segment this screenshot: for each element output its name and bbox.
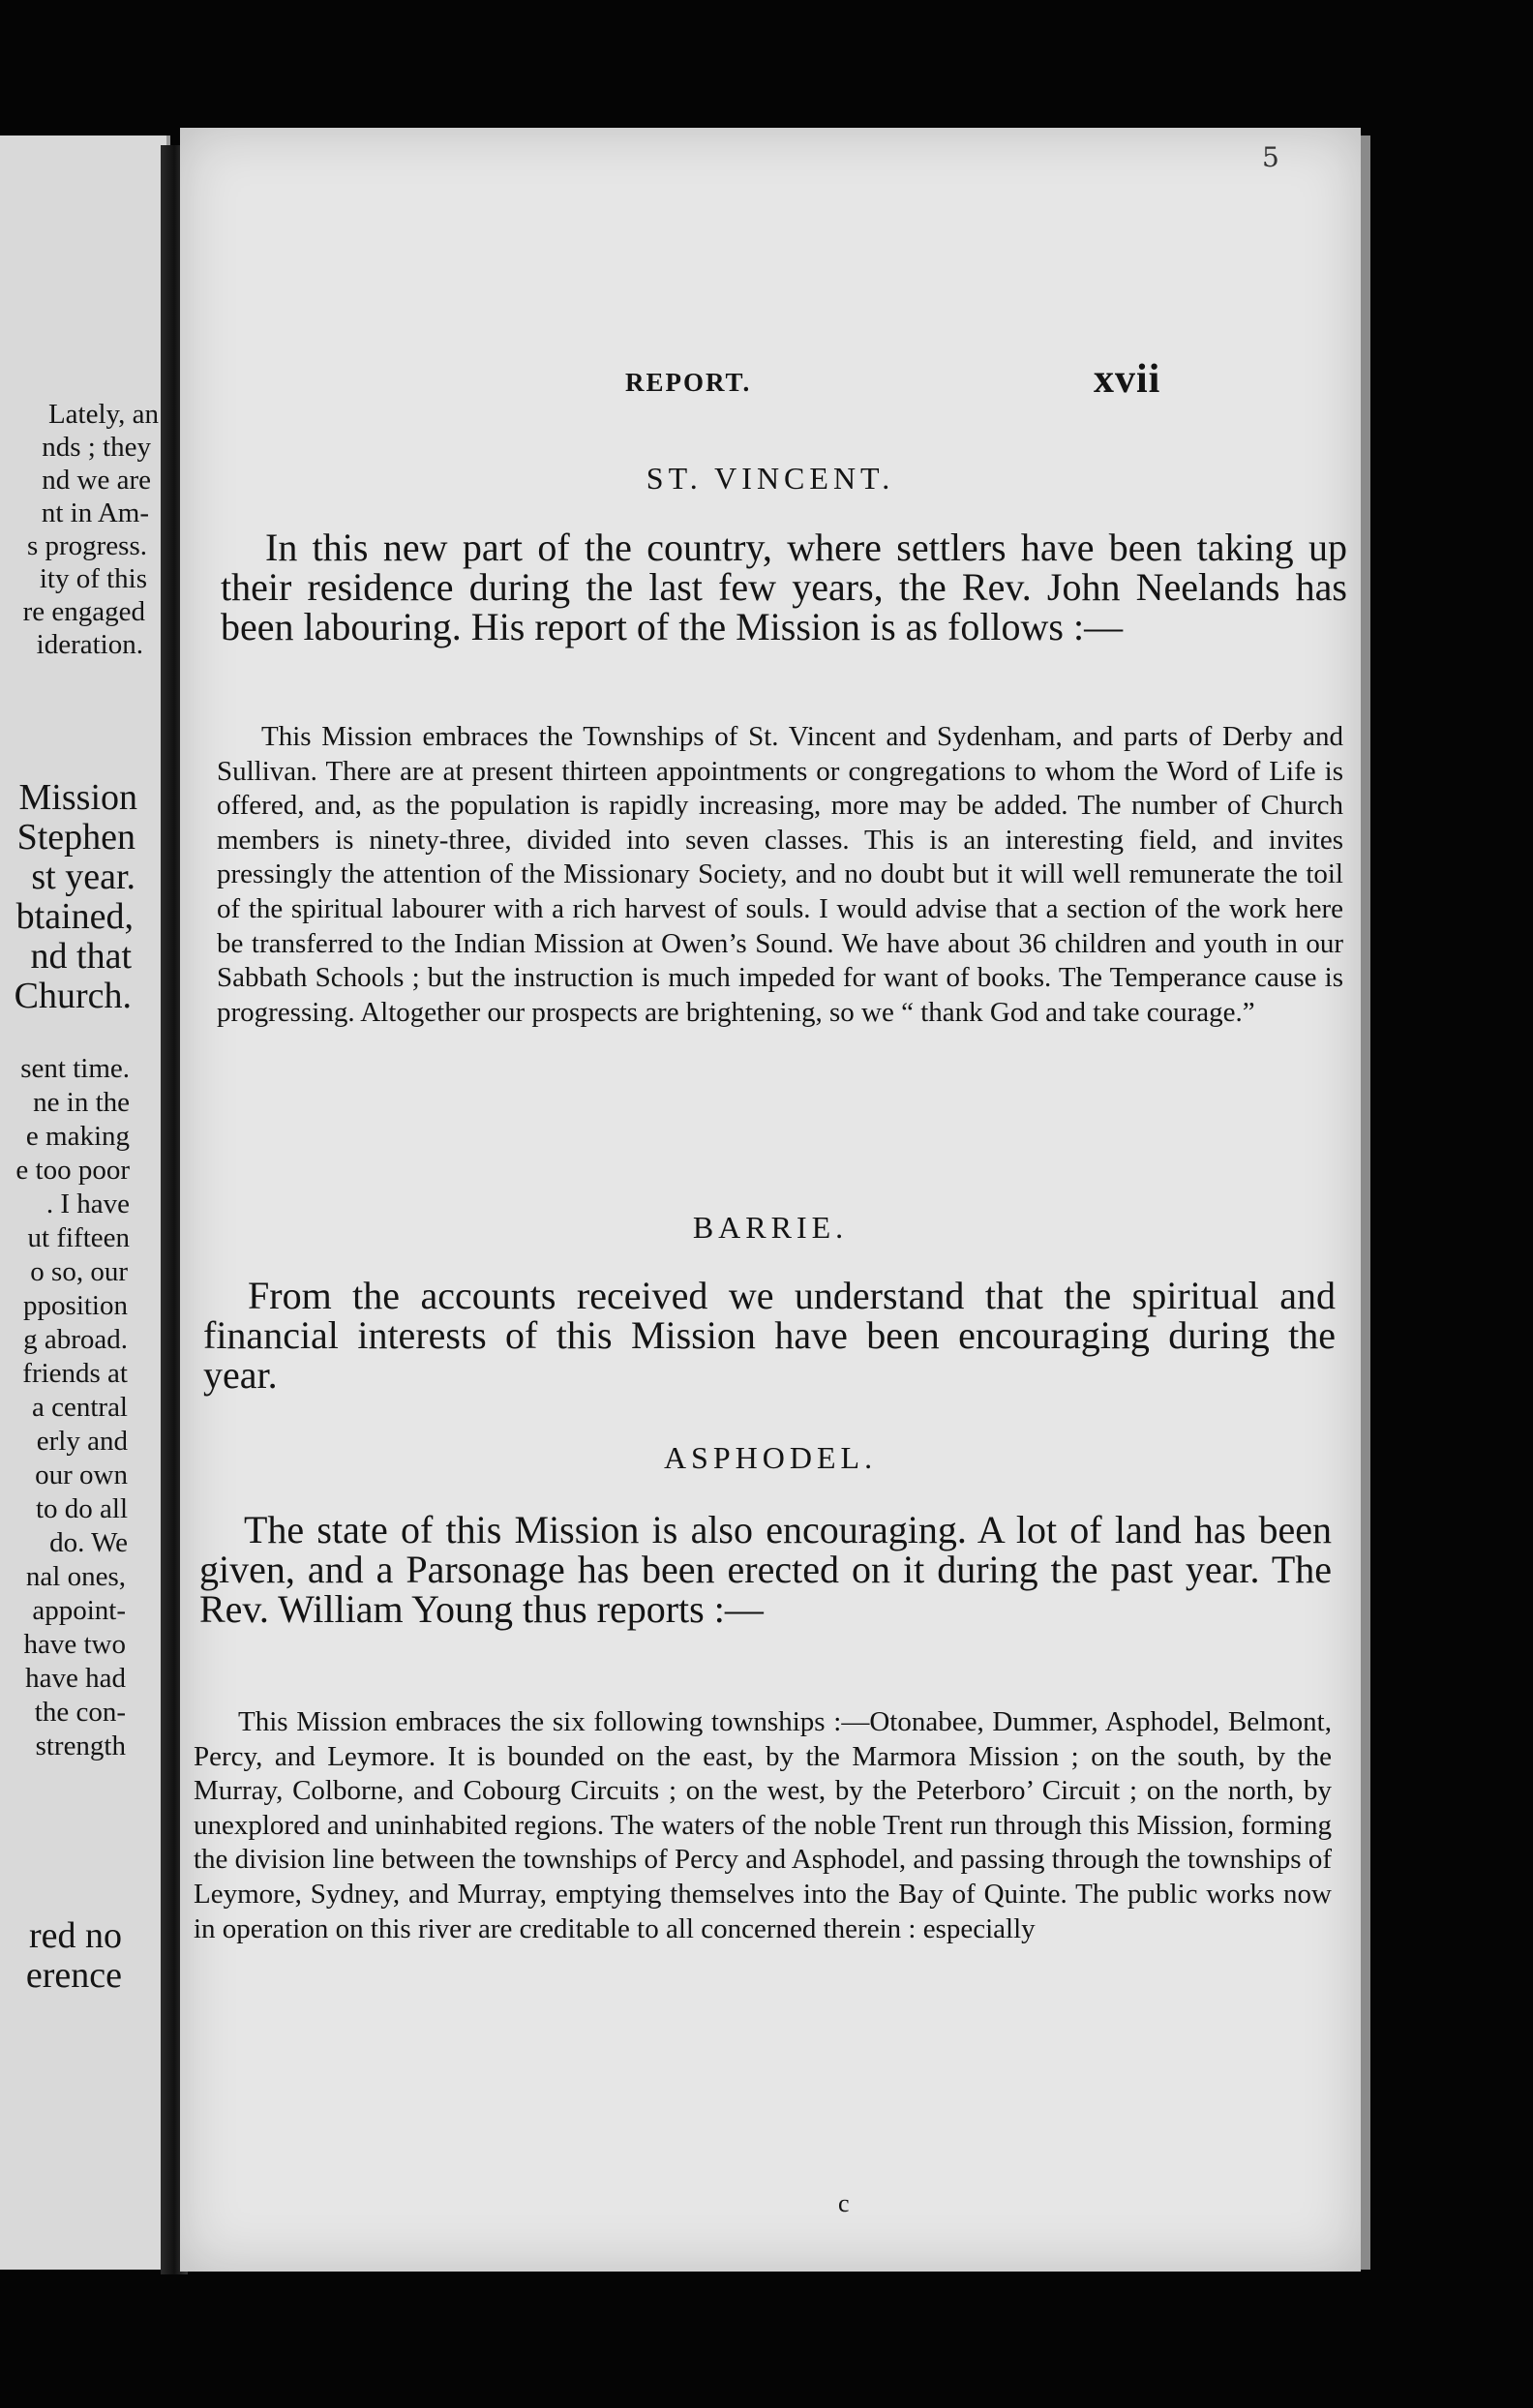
left-line: Lately, an xyxy=(47,399,159,430)
section-quote-st-vincent xyxy=(217,720,1343,1030)
intro-paragraph: In this new part of the country, where settlers have been taking up their residence during the last few years, the Rev. John Neelands has been labouring. His report of the Mission is as follows :— xyxy=(221,526,1347,648)
left-line: a central xyxy=(31,1392,128,1423)
left-line: ut fifteen xyxy=(27,1222,130,1253)
left-line: do. We xyxy=(49,1527,128,1558)
running-title: REPORT. xyxy=(625,368,752,397)
left-line: nd that xyxy=(30,936,132,977)
section-intro-asphodel xyxy=(199,1510,1332,1629)
left-line: nd we are xyxy=(42,465,151,496)
left-line: . I have xyxy=(45,1189,130,1219)
left-line: strength xyxy=(35,1731,126,1761)
left-line: Mission xyxy=(18,777,137,818)
left-line: nt in Am- xyxy=(41,497,149,528)
left-line: have two xyxy=(23,1629,126,1660)
left-line: o so, our xyxy=(30,1256,128,1287)
section-quote-asphodel xyxy=(194,1705,1332,1946)
left-line: the con- xyxy=(34,1697,126,1728)
left-line: btained, xyxy=(15,896,134,937)
left-line: erly and xyxy=(36,1426,128,1457)
previous-page-fragment xyxy=(0,135,170,2270)
page-number: xvii xyxy=(1094,357,1161,402)
left-line: e too poor xyxy=(15,1155,130,1186)
corner-mark: 5 xyxy=(1262,141,1279,173)
left-line: Stephen xyxy=(16,817,135,858)
left-line: red no xyxy=(28,1915,122,1956)
left-line: appoint- xyxy=(32,1595,126,1626)
running-header xyxy=(180,356,1361,414)
left-line: pposition xyxy=(23,1290,128,1321)
section-intro-barrie xyxy=(203,1276,1336,1395)
left-line: ity of this xyxy=(39,563,147,594)
left-line: to do all xyxy=(35,1493,128,1524)
intro-paragraph: The state of this Mission is also encouraging. A lot of land has been given, and a Parsonage has been erected on it during the past year. The Rev. William Young thus reports :— xyxy=(199,1508,1332,1631)
left-line: st year. xyxy=(31,857,135,897)
left-line: have had xyxy=(25,1663,126,1694)
left-line: ideration. xyxy=(36,629,143,660)
report-page xyxy=(180,128,1361,2272)
left-line: re engaged xyxy=(22,596,145,627)
left-line: ne in the xyxy=(33,1087,130,1118)
left-line: nal ones, xyxy=(25,1561,126,1592)
quote-paragraph: This Mission embraces the six following townships :—Otonabee, Dummer, Asphodel, Belmont, Percy, and Leymore. It is bounded on the east, by the Marmora Mission ; on the south, by the Murray, Colborne, and Cobourg Circuits ; on the west, by the Peterboro’ Circuit ; on the north, by unexplored and uninhabited regions. The waters of the noble Trent run through this Mission, forming the division line between the townships of Percy and Asphodel, and passing through the townships of Leymore, Sydney, and Murray, emptying themselves into the Bay of Quinte. The public works now in operation on this river are creditable to all concerned therein : especially xyxy=(194,1706,1332,1944)
left-line: Church. xyxy=(14,976,132,1016)
left-line: friends at xyxy=(22,1358,128,1389)
quote-paragraph: This Mission embraces the Townships of St. Vincent and Sydenham, and parts of Derby and Sullivan. There are at present thirteen appointments or congregations to whom the Word of Life is offered, and, as the population is rapidly increasing, more may be added. The number of Church members is ninety-three, divided into seven classes. This is an interesting field, and invites pressingly the attention of the Missionary Society, and no doubt but it will well remunerate the toil of the spiritual labourer with a rich harvest of souls. I would advise that a section of the work here be transferred to the Indian Mission at Owen’s Sound. We have about 36 children and youth in our Sabbath Schools ; but the instruction is much impeded for want of books. The Temperance cause is progressing. Altogether our prospects are brightening, so we “ thank God and take courage.” xyxy=(217,721,1343,1028)
previous-page-text xyxy=(0,135,166,2270)
signature-mark: c xyxy=(838,2189,850,2217)
section-intro-st-vincent xyxy=(221,527,1347,647)
left-line: our own xyxy=(35,1460,128,1490)
left-line: e making xyxy=(25,1121,130,1152)
left-line: sent time. xyxy=(20,1053,130,1084)
section-heading-asphodel: ASPHODEL. xyxy=(663,1440,878,1475)
left-line: g abroad. xyxy=(23,1324,128,1355)
left-line: nds ; they xyxy=(42,432,151,463)
section-heading-st-vincent: ST. VINCENT. xyxy=(646,461,895,496)
left-line: s progress. xyxy=(26,530,147,561)
left-line: erence xyxy=(25,1955,122,1996)
section-heading-barrie: BARRIE. xyxy=(692,1210,849,1245)
intro-paragraph: From the accounts received we understand that the spiritual and financial interests of this Mission have been encouraging during the year. xyxy=(203,1274,1336,1397)
